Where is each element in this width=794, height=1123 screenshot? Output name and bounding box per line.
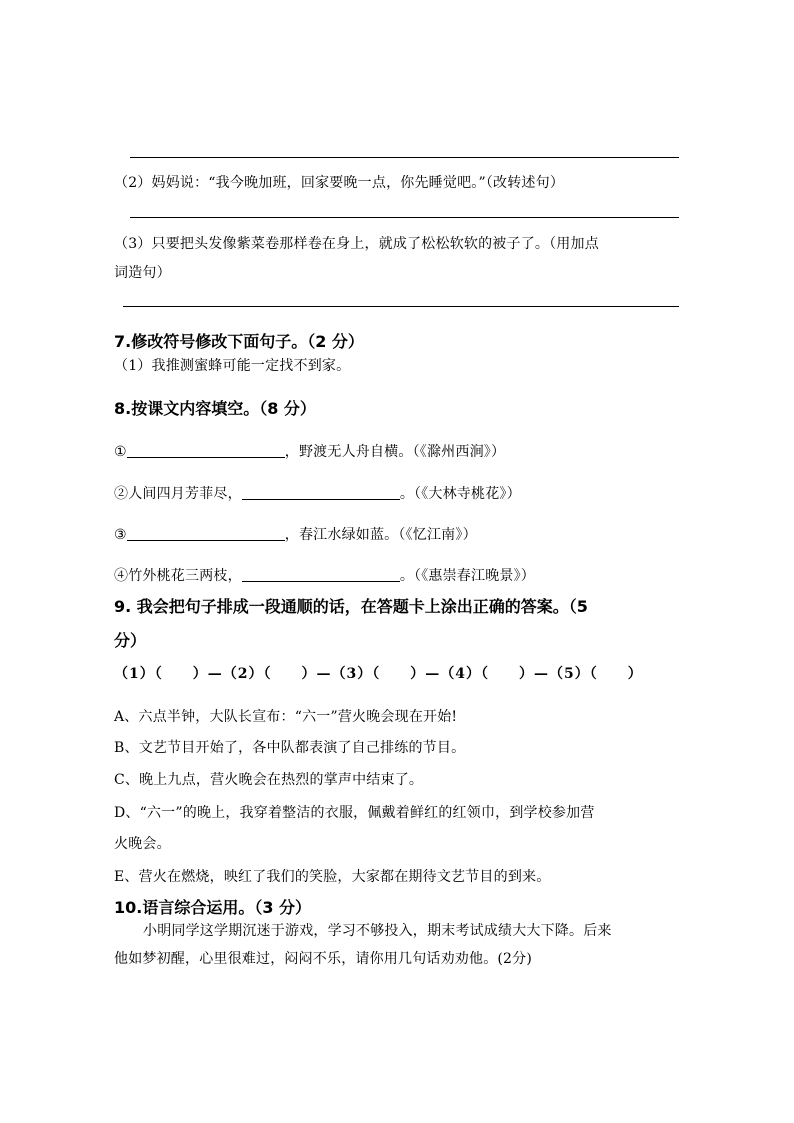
q6-item3-prompt-line2: 词造句） (114, 265, 171, 281)
q8-item-2-post: 。（《大林寺桃花》） (399, 486, 521, 502)
q10-heading: 10.语言综合运用。（3 分） (114, 898, 312, 917)
q8-item-4-pre: ④竹外桃花三两枝， (114, 568, 242, 584)
q9-option-d-line2: 火晚会。 (114, 836, 171, 852)
q8-blank-3[interactable] (127, 526, 285, 541)
q8-item-1-post: ，野渡无人舟自横。（《滁州西涧》） (284, 444, 506, 460)
q8-blank-1[interactable] (127, 443, 285, 458)
q8-item-3 (114, 524, 477, 544)
q9-option-e: E、营火在燃烧，映红了我们的笑脸，大家都在期待文艺节目的到来。 (114, 869, 551, 885)
q8-blank-4[interactable] (242, 567, 400, 582)
q9-option-b: B、文艺节目开始了，各中队都表演了自己排练的节目。 (114, 740, 466, 756)
answer-line-q6-3[interactable] (123, 306, 679, 307)
q8-item-4-post: 。（《惠崇春江晚景》） (399, 568, 536, 584)
q9-option-c: C、晚上九点，营火晚会在热烈的掌声中结束了。 (114, 772, 424, 788)
q8-heading: 8.按课文内容填空。（8 分） (114, 399, 316, 418)
q9-heading-line2: 分） (114, 631, 147, 650)
q10-paragraph-line2: 他如梦初醒，心里很难过，闷闷不乐，请你用几句话劝劝他。(2分) (114, 951, 533, 967)
q8-item-2-pre: ②人间四月芳菲尽， (114, 486, 242, 502)
q8-item-2 (114, 483, 521, 503)
q9-order-row[interactable]: （1）（ ）—（2）（ ）—（3）（ ）—（4）（ ）—（5）（ ） (114, 666, 643, 682)
q9-option-d-line1: D、“六一”的晚上，我穿着整洁的衣服，佩戴着鲜红的红领巾，到学校参加营 (114, 805, 595, 821)
q7-heading: 7.修改符号修改下面句子。（2 分） (114, 332, 364, 351)
q10-paragraph-line1: 小明同学这学期沉迷于游戏，学习不够投入，期末考试成绩大大下降。后来 (143, 923, 612, 939)
q6-item2-prompt: （2）妈妈说：“我今晚加班，回家要晚一点，你先睡觉吧。”（改转述句） (114, 175, 565, 191)
q9-option-a: A、六点半钟，大队长宣布：“六一”营火晚会现在开始! (114, 709, 458, 725)
q8-blank-2[interactable] (242, 485, 400, 500)
q8-item-4 (114, 565, 535, 585)
answer-line-q6-1[interactable] (130, 157, 679, 158)
q8-item-1-pre: ① (114, 444, 127, 460)
q7-item1: （1）我推测蜜蜂可能一定找不到家。 (114, 358, 351, 374)
q8-item-1 (114, 441, 505, 461)
q8-item-3-pre: ③ (114, 527, 127, 543)
q6-item3-prompt-line1: （3）只要把头发像紫菜卷那样卷在身上，就成了松松软软的被子了。（用加点 (114, 236, 599, 252)
answer-line-q6-2[interactable] (130, 217, 679, 218)
q9-heading-line1: 9. 我会把句子排成一段通顺的话，在答题卡上涂出正确的答案。（5 (114, 597, 588, 616)
q8-item-3-post: ，春江水绿如蓝。（《忆江南》） (284, 527, 477, 543)
